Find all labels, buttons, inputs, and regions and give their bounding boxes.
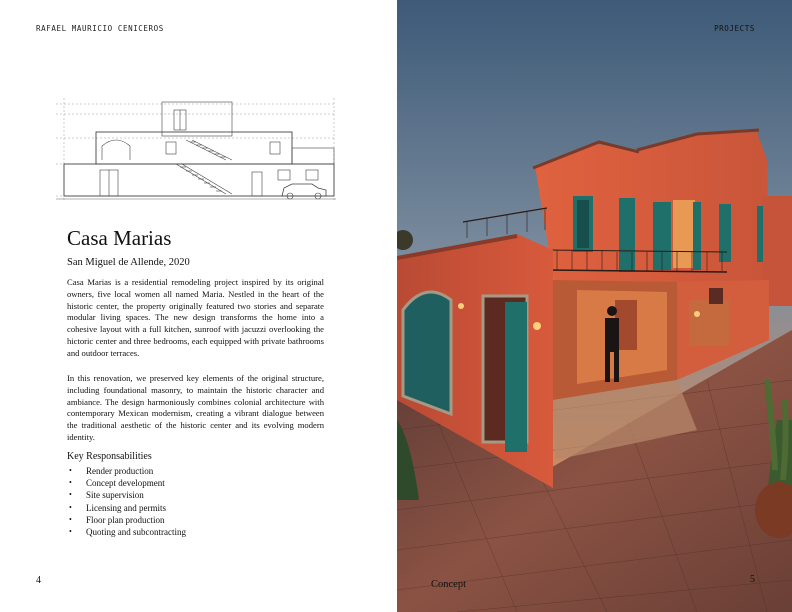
description-paragraph: Casa Marias is a residential remodeling project inspired by its original owners, five local women all named Maria. Nestled in the heart of the historic center, the property originally featured two stories and separate modular living spaces. The new design transforms the home into a cohesive layout with a full kitchen, sunroof with jacuzzi overlooking the hictoric center and three bedrooms, each equipped with private bathrooms and outdoor terraces. <box>67 277 324 358</box>
project-location: San Miguel de Allende, 2020 <box>67 257 190 268</box>
caption-concept: Concept <box>431 579 466 590</box>
list-item: • Quoting and subcontracting <box>67 526 186 538</box>
building-render-image <box>397 0 792 612</box>
list-item: • Site supervision <box>67 489 186 501</box>
list-item: • Render production <box>67 465 186 477</box>
section-header: PROJECTS <box>714 24 755 33</box>
responsibilities-heading: Key Responsabilities <box>67 451 152 462</box>
project-title: Casa Marias <box>67 226 172 250</box>
page-number-right: 5 <box>750 574 755 585</box>
page-number-left: 4 <box>36 575 41 586</box>
list-item: • Floor plan production <box>67 514 186 526</box>
description-paragraph: In this renovation, we preserved key elements of the original structure, including foundational masonry, to maintain the historic character and ambiance. The design harmoniously combines colonial architecture with contemporary Mexican modernism, creating a vibrant dialogue between the traditional aesthetic of the historic center and its evolving modern identity. <box>67 373 324 442</box>
responsibilities-list <box>67 465 186 538</box>
right-page <box>397 0 792 612</box>
list-item: • Licensing and permits <box>67 502 186 514</box>
architectural-section-drawing <box>56 98 336 202</box>
author-header: RAFAEL MAURICIO CENICEROS <box>36 24 164 33</box>
list-item: • Concept development <box>67 477 186 489</box>
